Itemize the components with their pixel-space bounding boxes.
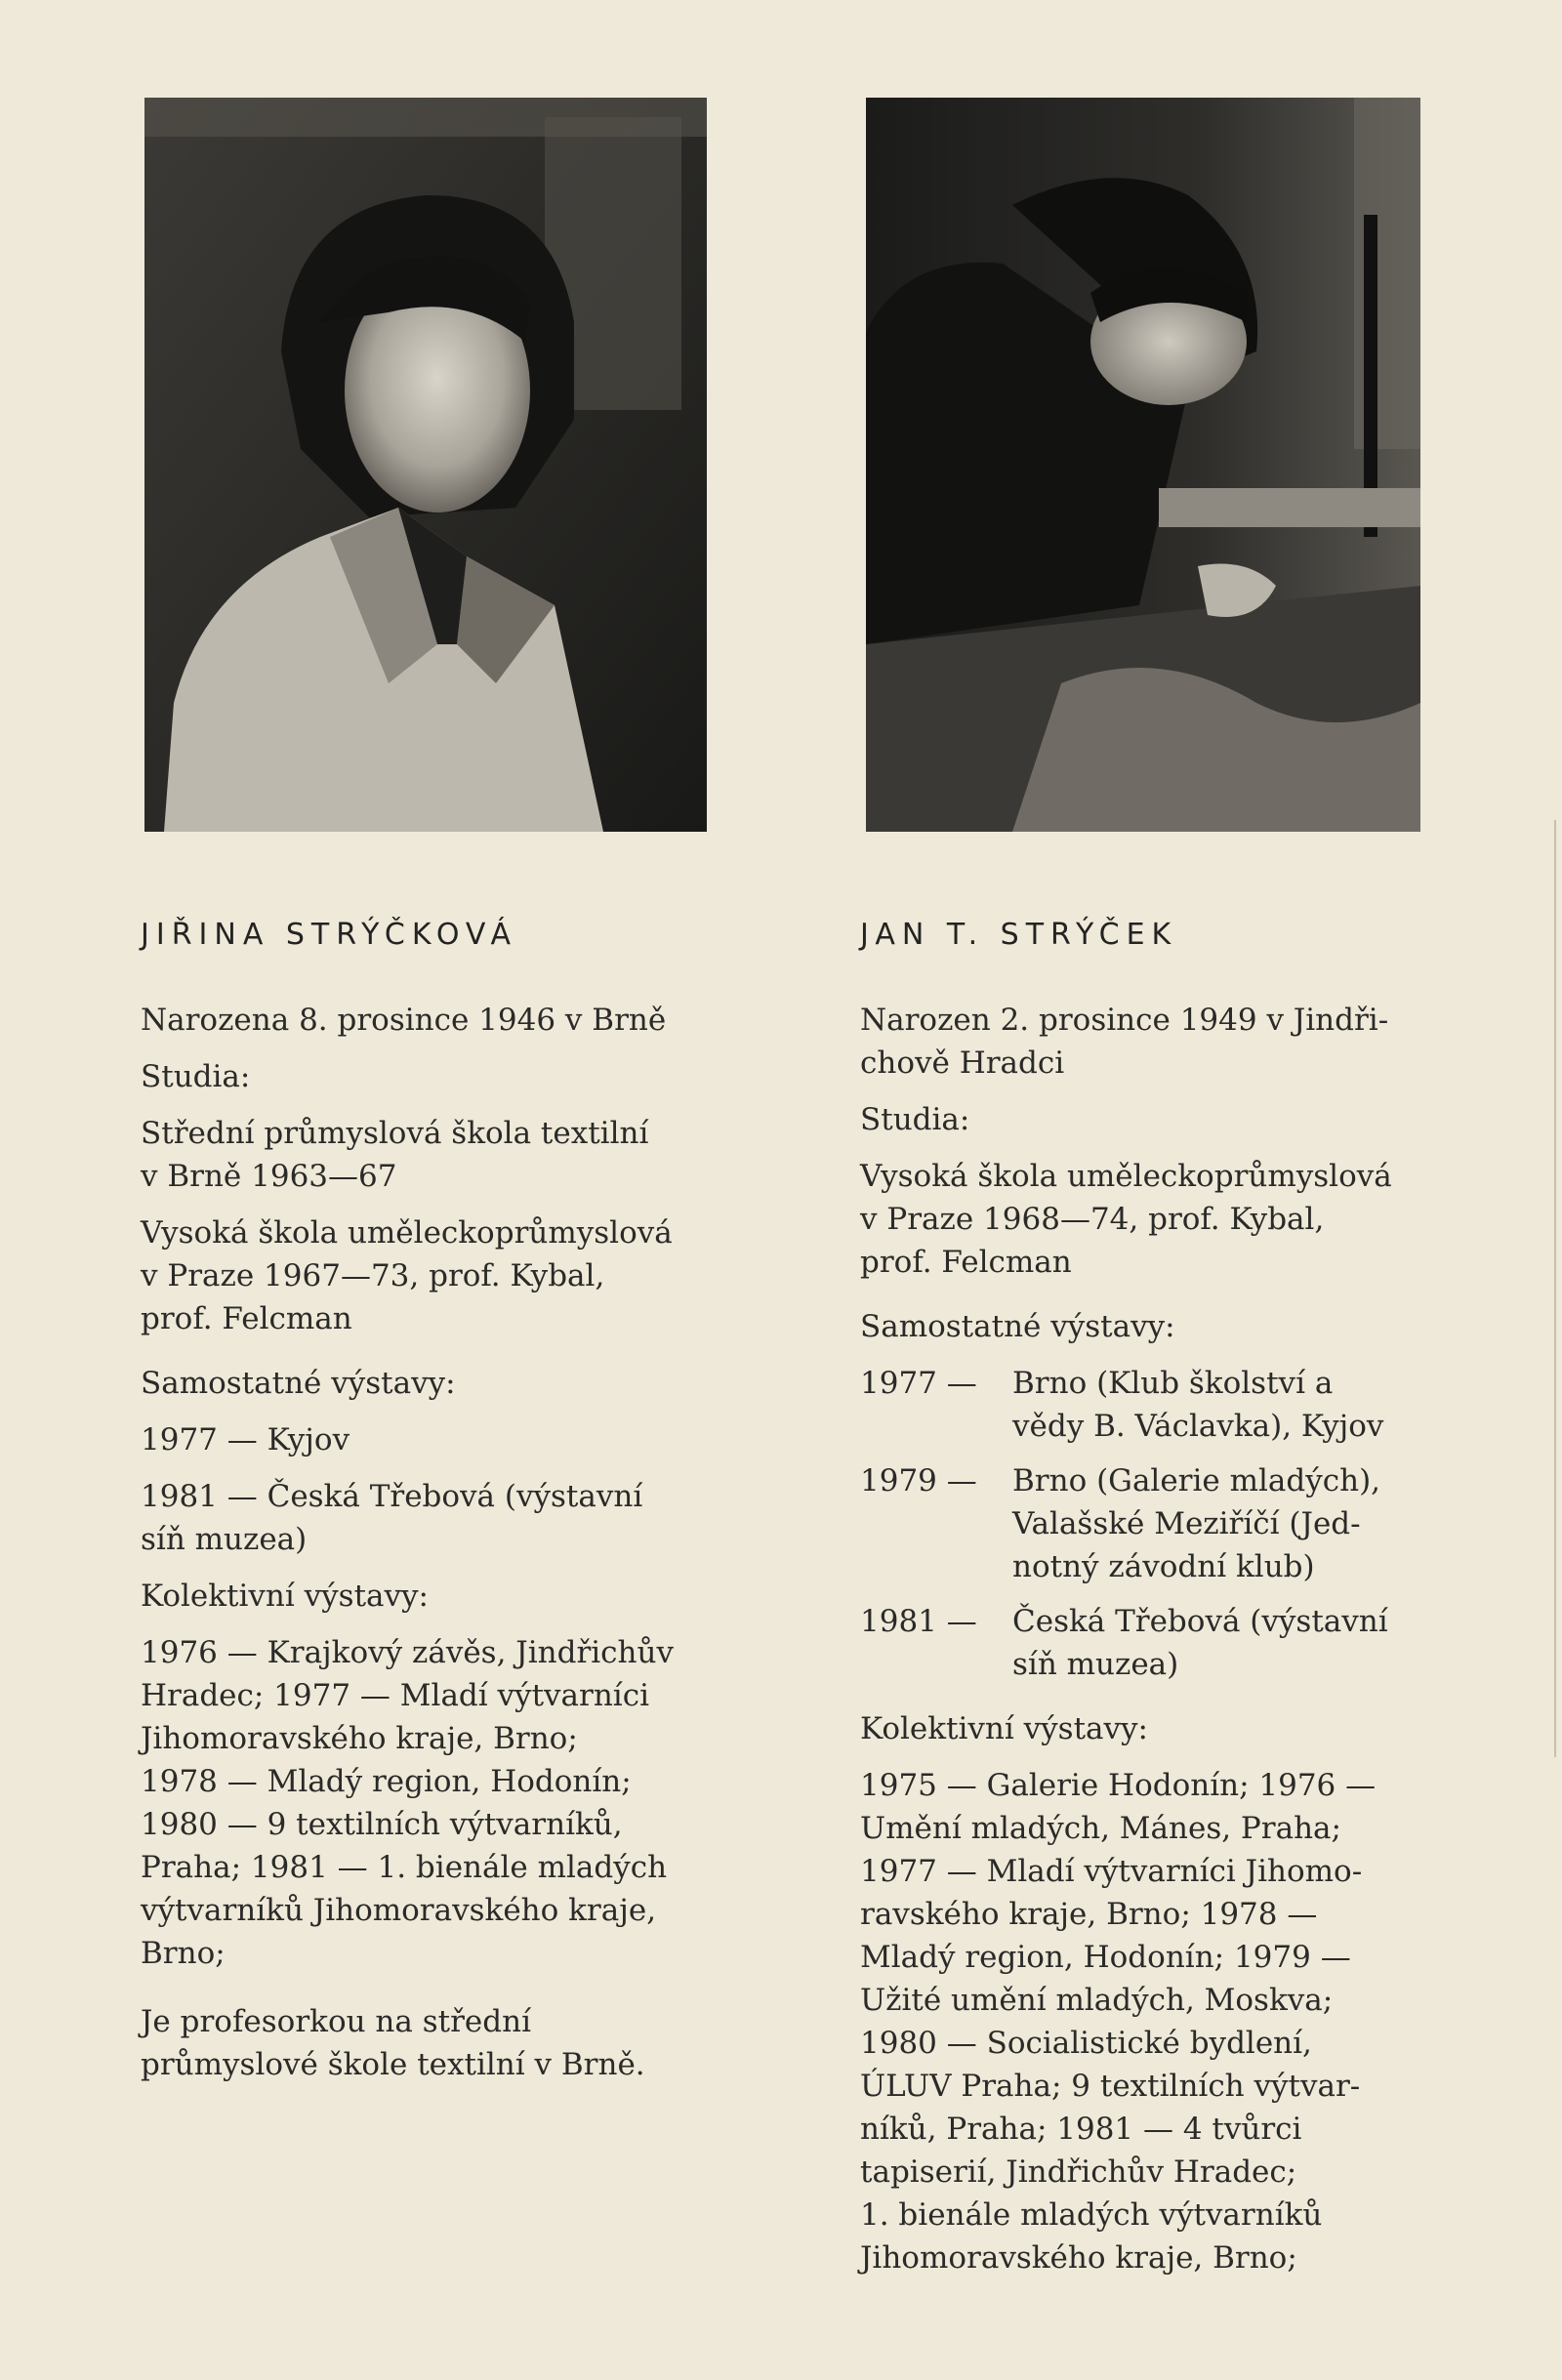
group-exhibitions-text: 1976 — Krajkový závěs, Jindřichův Hradec; 1977 — Mladí výtvarníci Jihomoravského kraje, Brno; 1978 — Mladý region, Hodonín; 1980 — 9 textilních výtvarníků, Praha; 1981 — 1. bienále mladých výtvarníků Jihomoravského kraje, Brno; [141,1635,674,1971]
portrait-woman-image [144,98,707,832]
page-edge-shadow [1554,820,1556,1757]
solo-exhibition-entry: 1977 — Kyjov [141,1422,350,1457]
exhibition-year: 1979 — [860,1463,977,1498]
group-exhibitions-text: 1975 — Galerie Hodonín; 1976 — Umění mladých, Mánes, Praha; 1977 — Mladí výtvarníci Jihomo- ravského kraje, Brno; 1978 — Mladý region, Hodonín; 1979 — Užité umění mladých, Moskva; 1980 — Socialistické bydlení, ÚLUV Praha; 9 textilních výtvar- níků, Praha; 1981 — 4 tvůrci tapiserií, Jindřichův Hradec; 1. bienále mladých výtvarníků Jihomoravského kraje, Brno; [860,1768,1377,2276]
artist-name: JAN T. STRÝČEK [860,918,1178,952]
solo-exhibitions-heading: Samostatné výstavy: [141,1366,456,1401]
studies-heading: Studia: [860,1102,970,1137]
solo-exhibition-entry [860,1459,1504,1588]
exhibition-place: Brno (Klub školství a vědy B. Václavka), Kyjov [1012,1366,1384,1444]
studies-heading: Studia: [141,1059,251,1094]
portrait-photo-jirina [144,98,707,832]
portrait-photo-jan [866,98,1420,832]
study-entry: Střední průmyslová škola textilní v Brně 1963—67 [141,1116,649,1194]
exhibition-place: Česká Třebová (výstavní síň muzea) [1012,1604,1388,1682]
solo-exhibition-entry [860,1600,1504,1686]
group-exhibitions-heading: Kolektivní výstavy: [860,1711,1148,1746]
biography-jan [860,918,1504,2293]
group-exhibitions-heading: Kolektivní výstavy: [141,1579,429,1614]
study-entry: Vysoká škola uměleckoprůmyslová v Praze 1968—74, prof. Kybal, prof. Felcman [860,1159,1392,1280]
birth-info: Narozena 8. prosince 1946 v Brně [141,1003,667,1038]
study-entry: Vysoká škola uměleckoprůmyslová v Praze 1967—73, prof. Kybal, prof. Felcman [141,1215,673,1336]
solo-exhibitions-heading: Samostatné výstavy: [860,1309,1175,1344]
exhibition-year: 1981 — [860,1604,977,1639]
solo-exhibition-entry [860,1362,1504,1448]
exhibition-year: 1977 — [860,1366,977,1401]
artist-name: JIŘINA STRÝČKOVÁ [141,918,518,952]
biography-jirina [141,918,775,2100]
portrait-man-at-press-image [866,98,1420,832]
occupation-note: Je profesorkou na střední průmyslové škole textilní v Brně. [141,2004,645,2082]
birth-info: Narozen 2. prosince 1949 v Jindři- chově Hradci [860,1003,1389,1081]
exhibition-place: Brno (Galerie mladých), Valašské Meziříčí (Jed- notný závodní klub) [1012,1463,1381,1584]
solo-exhibition-entry: 1981 — Česká Třebová (výstavní síň muzea) [141,1479,643,1557]
